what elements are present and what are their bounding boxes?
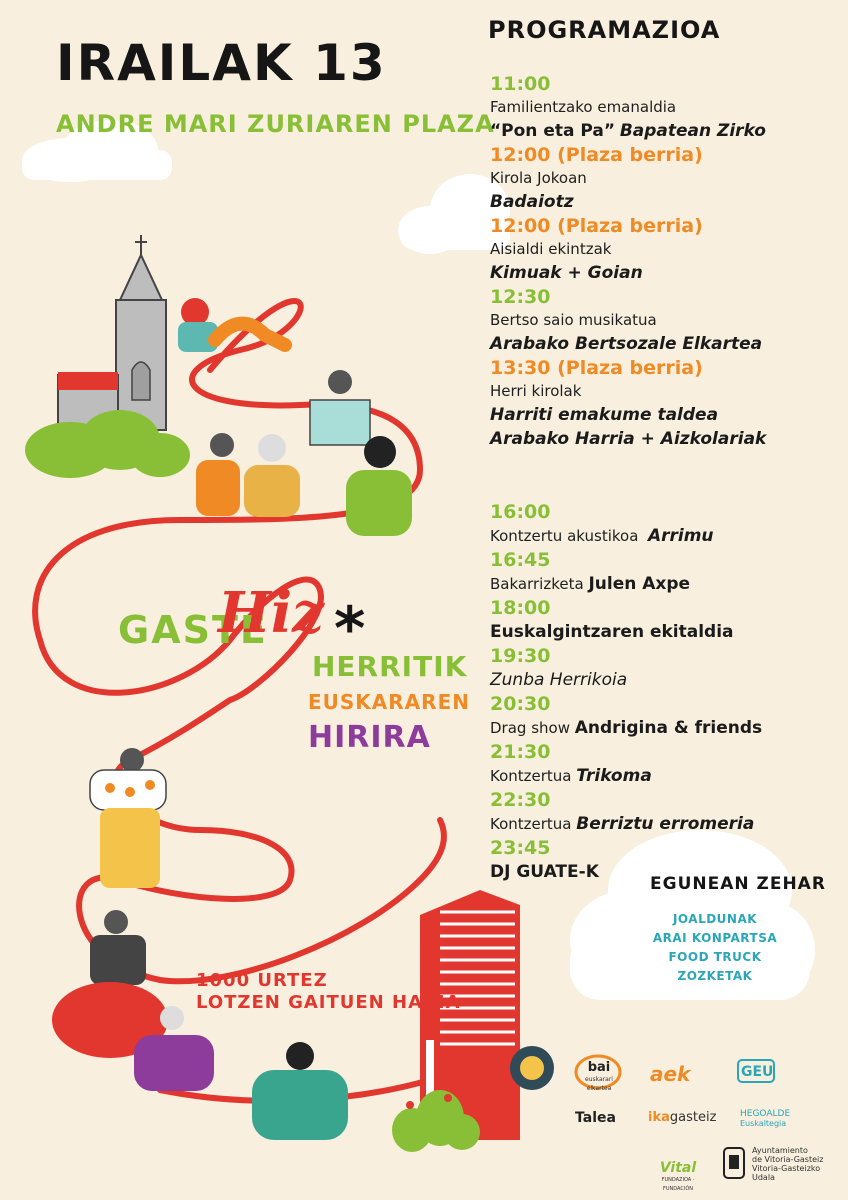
schedule-item bbox=[490, 214, 830, 285]
ayuntamiento-line-4: Udala bbox=[752, 1173, 775, 1182]
time-label: 18:00 bbox=[490, 597, 551, 619]
schedule-item bbox=[490, 143, 830, 214]
schedule-item bbox=[490, 740, 830, 788]
ayuntamiento-line-3: Vitoria-Gasteizko bbox=[752, 1164, 821, 1173]
vital-logo-text: Vital bbox=[659, 1160, 697, 1176]
performer-name: DJ GUATE-K bbox=[490, 862, 599, 882]
time-label: 19:30 bbox=[490, 645, 551, 667]
event-description: Kontzertu akustikoa bbox=[490, 527, 639, 545]
time-label: 23:45 bbox=[490, 837, 551, 859]
schedule-item bbox=[490, 788, 830, 836]
event-description: Kontzertua bbox=[490, 815, 572, 833]
all-day-item: ARAI KONPARTSA bbox=[652, 931, 778, 945]
tagline-line-2: LOTZEN GAITUEN HARIA bbox=[196, 992, 461, 1013]
venue-title: ANDRE MARI ZURIAREN PLAZA bbox=[56, 110, 495, 138]
schedule-item bbox=[490, 548, 830, 596]
all-day-title: EGUNEAN ZEHAR bbox=[650, 874, 826, 894]
event-row bbox=[490, 716, 830, 740]
event-row bbox=[490, 668, 830, 692]
ayuntamiento-line-2: de Vitoria-Gasteiz bbox=[752, 1155, 824, 1164]
event-description: Kirola Jokoan bbox=[490, 169, 587, 187]
vital-logo-subtext: FUNDAZIOA · FUNDACIÓN bbox=[661, 1177, 695, 1192]
aek-logo[interactable]: aek bbox=[650, 1062, 691, 1086]
schedule-evening bbox=[490, 500, 830, 884]
time-label: 12:00 (Plaza berria) bbox=[490, 144, 703, 166]
tagline-line-1: 1000 URTEZ bbox=[196, 970, 328, 991]
performer-name: Euskalgintzaren ekitaldia bbox=[490, 622, 734, 642]
all-day-item: FOOD TRUCK bbox=[668, 950, 762, 964]
performer-name: Harriti emakume taldea bbox=[490, 405, 719, 425]
event-row bbox=[490, 524, 830, 548]
schedule-item bbox=[490, 644, 830, 692]
vital-logo[interactable] bbox=[648, 1160, 708, 1194]
time-label: 20:30 bbox=[490, 693, 551, 715]
hegoalde-logo[interactable] bbox=[740, 1110, 790, 1128]
brand-asterisk: * bbox=[334, 594, 366, 664]
person-polka-dots bbox=[90, 748, 166, 888]
event-row bbox=[490, 572, 830, 596]
time-label: 16:00 bbox=[490, 501, 551, 523]
performer-name: Andrigina & friends bbox=[574, 718, 763, 738]
event-row bbox=[490, 812, 830, 836]
event-date-headline: IRAILAK 13 bbox=[56, 34, 387, 92]
schedule-item bbox=[490, 72, 830, 143]
event-description: Familientzako emanaldia bbox=[490, 98, 677, 116]
ayuntamiento-crest-shape bbox=[724, 1148, 744, 1178]
performer-name: Julen Axpe bbox=[588, 574, 691, 594]
brand-herritik: HERRITIK bbox=[312, 650, 468, 683]
all-day-list bbox=[640, 910, 790, 986]
event-description: Bertso saio musikatua bbox=[490, 311, 657, 329]
hegoalde-logo-text: HEGOALDE bbox=[740, 1109, 791, 1119]
time-label: 13:30 (Plaza berria) bbox=[490, 357, 703, 379]
hegoalde-logo-subtext: Euskaltegia bbox=[740, 1119, 787, 1128]
performer-name: Zunba Herrikoia bbox=[490, 670, 628, 690]
person-teal bbox=[252, 1042, 348, 1140]
talea-logo[interactable]: Talea bbox=[575, 1110, 616, 1126]
person-holding-shirt bbox=[310, 370, 370, 445]
geu-logo[interactable]: GEU bbox=[741, 1064, 774, 1080]
time-label: 22:30 bbox=[490, 789, 551, 811]
brand-gaste: GASTE bbox=[118, 608, 268, 652]
performer-name: Arabako Harria + Aizkolariak bbox=[490, 429, 767, 449]
ika-logo-text: ika bbox=[648, 1110, 670, 1125]
gasteiz-seal-logo-shape bbox=[510, 1046, 554, 1090]
time-label: 21:30 bbox=[490, 741, 551, 763]
time-label: 11:00 bbox=[490, 73, 551, 95]
event-row bbox=[490, 764, 830, 788]
gasteiz-logo-text: gasteiz bbox=[669, 1110, 717, 1125]
performer-name: Arrimu bbox=[647, 526, 714, 546]
church-illustration bbox=[58, 235, 166, 435]
performer-name: Bapatean Zirko bbox=[619, 121, 766, 141]
time-label: 12:00 (Plaza berria) bbox=[490, 215, 703, 237]
performer-name: Badaiotz bbox=[490, 192, 574, 212]
time-label: 12:30 bbox=[490, 286, 551, 308]
brand-euskararen: EUSKARAREN bbox=[308, 690, 470, 714]
all-day-item: ZOZKETAK bbox=[677, 969, 753, 983]
event-description: Kontzertua bbox=[490, 767, 572, 785]
schedule-item bbox=[490, 692, 830, 740]
performer-name: Berriztu erromeria bbox=[576, 814, 755, 834]
schedule-item bbox=[490, 596, 830, 644]
event-row bbox=[490, 620, 830, 644]
performer-name: Arabako Bertsozale Elkartea bbox=[490, 334, 763, 354]
event-description: Herri kirolak bbox=[490, 382, 582, 400]
ayuntamiento-line-1: Ayuntamiento bbox=[752, 1146, 808, 1155]
schedule-item bbox=[490, 500, 830, 548]
bai-logo-text: bai bbox=[587, 1060, 611, 1075]
event-description: Drag show bbox=[490, 719, 570, 737]
performer-name: Trikoma bbox=[576, 766, 652, 786]
schedule-item bbox=[490, 356, 830, 451]
performer-line bbox=[490, 119, 830, 143]
ikagasteiz-logo[interactable] bbox=[648, 1110, 716, 1125]
tagline bbox=[196, 970, 461, 1014]
time-label: 16:45 bbox=[490, 549, 551, 571]
brand-hirira: HIRIRA bbox=[308, 720, 431, 755]
event-description: Bakarrizketa bbox=[490, 575, 584, 593]
bai-logo-subtext: euskarari elkartea bbox=[585, 1076, 613, 1092]
ayuntamiento-logo[interactable] bbox=[752, 1146, 823, 1182]
event-description: Aisialdi ekintzak bbox=[490, 240, 612, 258]
all-day-item: JOALDUNAK bbox=[672, 912, 758, 926]
schedule-item bbox=[490, 285, 830, 356]
program-title: PROGRAMAZIOA bbox=[488, 16, 721, 44]
bai-logo[interactable] bbox=[582, 1060, 616, 1093]
performer-quoted-name: “Pon eta Pa” bbox=[490, 121, 616, 141]
performer-name: Kimuak + Goian bbox=[490, 263, 643, 283]
brand-hiz: Hiz bbox=[218, 580, 324, 646]
schedule-morning bbox=[490, 72, 830, 451]
